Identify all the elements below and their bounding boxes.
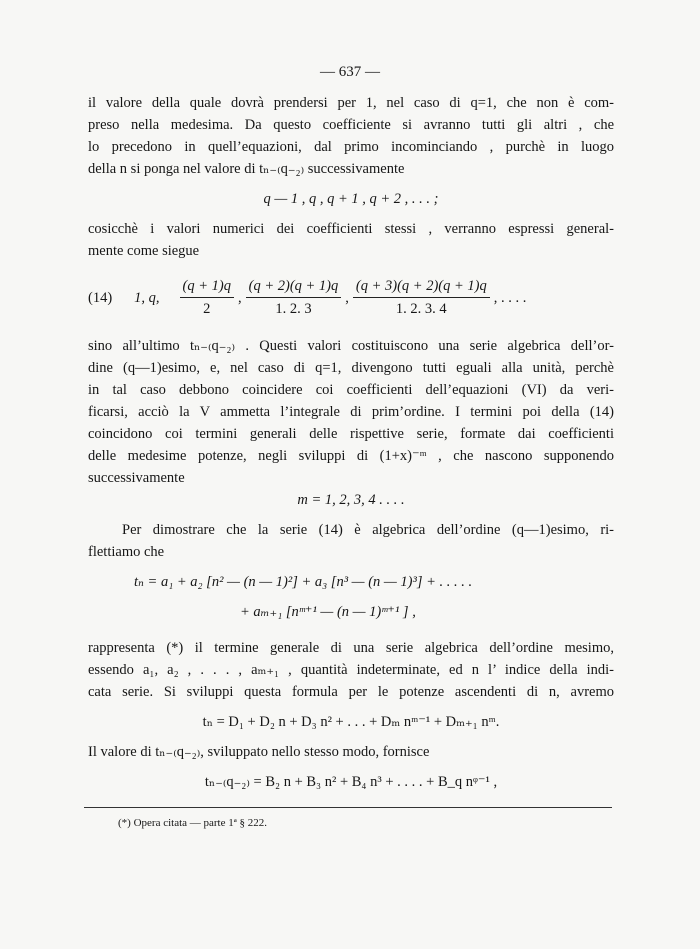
equation-tail: , . . . .	[493, 289, 527, 306]
denominator: 1. 2. 3. 4	[395, 301, 447, 317]
text-line: mente come siegue	[88, 243, 200, 259]
text-line: rappresenta (*) il termine generale di una serie algebrica dell’ordine mesimo,	[88, 640, 614, 656]
text-line: cosicchè i valori numerici dei coefficienti stessi , verranno espressi general-	[88, 221, 614, 237]
equation-D: tₙ = D₁ + D₂ n + D₃ n² + . . . + Dₘ nᵐ⁻¹ + Dₘ₊₁ nᵐ.	[202, 714, 500, 730]
text-line: il valore della quale dovrà prendersi per 1, nel caso di q=1, che non è com-	[88, 95, 614, 111]
equation-tn-continued: + aₘ₊₁ [nᵐ⁺¹ — (n — 1)ᵐ⁺¹ ] ,	[240, 604, 416, 620]
equation-B: tₙ₋₍q₋₂₎ = B₂ n + B₃ n² + B₄ n³ + . . . . + B_q nᵠ⁻¹ ,	[204, 774, 498, 790]
page-body	[88, 92, 614, 793]
fraction	[246, 276, 342, 319]
text-line: sino all’ultimo tₙ₋₍q₋₂₎ . Questi valori costituiscono una serie algebrica dell’or-	[88, 338, 614, 354]
text-line: ficarsi, acciò la V ammetta l’integrale di prim’ordine. I termini poi della (14)	[88, 404, 614, 420]
equation-sequence: q — 1 , q , q + 1 , q + 2 , . . . ;	[263, 191, 439, 207]
page-number: — 637 —	[320, 64, 380, 80]
denominator: 2	[203, 301, 211, 317]
text-line: in tal caso debbono coincidere coi coefficienti dell’equazioni (VI) da veri-	[88, 382, 614, 398]
text-line: coincidono coi termini generali delle rispettive serie, formate dai coefficienti	[88, 426, 614, 442]
text-line: Il valore di tₙ₋₍q₋₂₎, sviluppato nello stesso modo, fornisce	[88, 744, 430, 760]
text-line: lo precedono in quell’equazioni, dal primo incominciando , purchè in luogo	[88, 139, 614, 155]
fraction	[180, 276, 234, 319]
equation-tn: tₙ = a₁ + a₂ [n² — (n — 1)²] + a₃ [n³ — (n — 1)³] + . . . . .	[134, 574, 473, 590]
equation-lead: 1, q,	[134, 289, 160, 306]
numerator: (q + 1)q	[180, 276, 234, 298]
text-line: successivamente	[88, 470, 185, 486]
text-line: Per dimostrare che la serie (14) è algebrica dell’ordine (q—1)esimo, ri-	[122, 522, 614, 538]
text-line: essendo a₁, a₂ , . . . , aₘ₊₁ , quantità indeterminate, ed n l’ indice della indi-	[88, 662, 614, 678]
fraction	[353, 276, 490, 319]
numerator: (q + 2)(q + 1)q	[246, 276, 342, 298]
text-line: preso nella medesima. Da questo coefficiente si avranno tutti gli altri , che	[88, 117, 614, 133]
text-line: dine (q—1)esimo, e, nel caso di q=1, divengono tutti eguali alla unità, perchè	[88, 360, 614, 376]
footnote: (*) Opera citata — parte 1ª § 222.	[118, 817, 268, 829]
equation-m: m = 1, 2, 3, 4 . . . .	[297, 492, 405, 508]
text-line: flettiamo che	[88, 544, 165, 560]
text-line: cata serie. Si sviluppi questa formula per le potenze ascendenti di n, avremo	[88, 684, 614, 700]
numerator: (q + 3)(q + 2)(q + 1)q	[353, 276, 490, 298]
equation-label: (14)	[88, 289, 113, 306]
denominator: 1. 2. 3	[275, 301, 312, 317]
text-line: delle medesime potenze, negli sviluppi di (1+x)⁻ᵐ , che nascono supponendo	[88, 448, 614, 464]
footnote-divider	[84, 807, 612, 808]
text-line: della n si ponga nel valore di tₙ₋₍q₋₂₎ successivamente	[88, 161, 405, 177]
equation-14: (14) 1, q, $\frac{(q + 1)q}{2}$ , $\frac{(q + 2)(q + 1)q}{1. 2. 3}$ , $\frac{(q + 3)(q + 2)(q + 1)q}{1. 2. 3. 4}$ , . . . .	[88, 278, 527, 317]
